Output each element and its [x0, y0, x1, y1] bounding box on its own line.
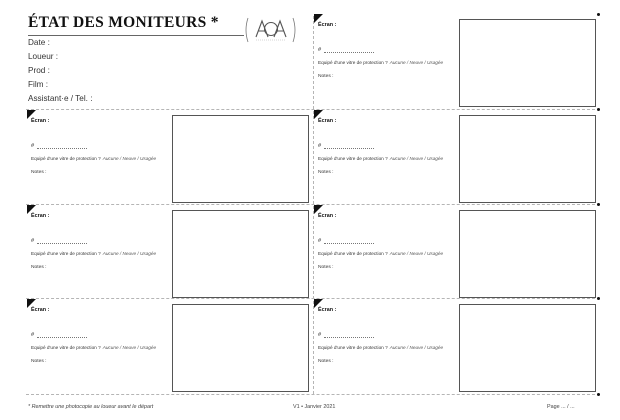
loueur-field: Loueur : — [28, 52, 59, 61]
notes-box — [172, 210, 309, 298]
ecran-label: Écran : — [318, 213, 337, 219]
number-label: # — [31, 238, 35, 244]
notes-label: Notes : — [318, 265, 334, 270]
page-title: ÉTAT DES MONITEURS * — [28, 14, 219, 31]
notes-box — [172, 115, 309, 203]
number-line — [37, 148, 87, 149]
vitre-question: Equipé d'une vitre de protection ? Aucune / Neuve / Usagée — [318, 251, 444, 256]
notes-box — [459, 304, 596, 392]
notes-box — [172, 304, 309, 392]
number-line — [324, 243, 374, 244]
aca-logo-icon — [243, 16, 298, 45]
monitor-card — [27, 110, 313, 204]
notes-label: Notes : — [318, 74, 334, 79]
number-label: # — [318, 332, 322, 338]
ecran-label: Écran : — [31, 118, 50, 124]
title-rule — [28, 35, 244, 36]
vitre-question: Equipé d'une vitre de protection ? Aucune / Neuve / Usagée — [318, 60, 444, 65]
number-label: # — [318, 47, 322, 53]
number-line — [324, 52, 374, 53]
ecran-label: Écran : — [31, 213, 50, 219]
vitre-question: Equipé d'une vitre de protection ? Aucune / Neuve / Usagée — [318, 156, 444, 161]
number-line — [324, 337, 374, 338]
notes-box — [459, 210, 596, 298]
notes-label: Notes : — [31, 359, 47, 364]
number-label: # — [31, 143, 35, 149]
monitor-card — [314, 205, 600, 298]
notes-label: Notes : — [31, 265, 47, 270]
monitor-card — [314, 110, 600, 204]
monitor-card — [314, 299, 600, 394]
number-label: # — [31, 332, 35, 338]
footer-note: * Remettre une photocopie au loueur avant le départ — [28, 404, 154, 410]
vitre-question: Equipé d'une vitre de protection ? Aucune / Neuve / Usagée — [31, 251, 157, 256]
number-line — [37, 337, 87, 338]
number-line — [324, 148, 374, 149]
footer-page: Page ... / ... — [547, 404, 575, 410]
number-label: # — [318, 238, 322, 244]
monitor-card — [27, 205, 313, 298]
ecran-label: Écran : — [31, 307, 50, 313]
notes-box — [459, 19, 596, 107]
number-line — [37, 243, 87, 244]
assistant-field: Assistant·e / Tel. : — [28, 94, 93, 103]
date-field: Date : — [28, 38, 50, 47]
vitre-question: Equipé d'une vitre de protection ? Aucune / Neuve / Usagée — [31, 345, 157, 350]
film-field: Film : — [28, 80, 49, 89]
footer-version: V1 • Janvier 2021 — [293, 404, 336, 410]
ecran-label: Écran : — [318, 22, 337, 28]
monitor-card — [314, 14, 600, 110]
ecran-label: Écran : — [318, 118, 337, 124]
notes-label: Notes : — [31, 170, 47, 175]
number-label: # — [318, 143, 322, 149]
notes-label: Notes : — [318, 170, 334, 175]
notes-label: Notes : — [318, 359, 334, 364]
bottom-divider — [26, 394, 600, 395]
prod-field: Prod : — [28, 66, 50, 75]
ecran-label: Écran : — [318, 307, 337, 313]
monitor-card — [27, 299, 313, 394]
vitre-question: Equipé d'une vitre de protection ? Aucune / Neuve / Usagée — [31, 156, 157, 161]
notes-box — [459, 115, 596, 203]
vitre-question: Equipé d'une vitre de protection ? Aucune / Neuve / Usagée — [318, 345, 444, 350]
